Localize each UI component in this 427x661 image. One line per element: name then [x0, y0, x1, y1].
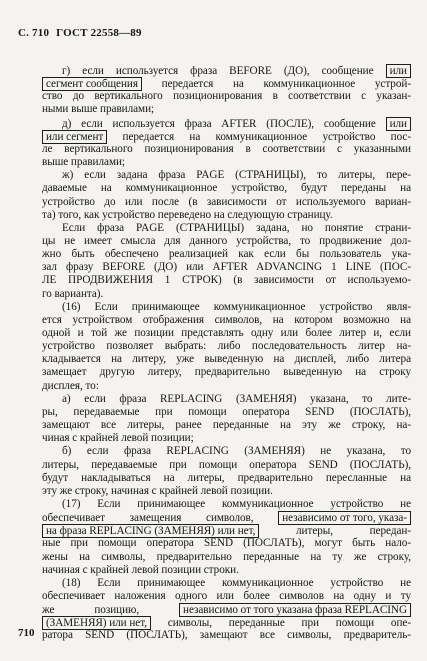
line-text: одной и той же позиции представлять одну или более литер и, если — [42, 327, 411, 339]
text-line — [42, 90, 411, 103]
line-text: ле вертикального позиционирования в соответствии с указанными — [42, 142, 411, 155]
text-line — [42, 182, 411, 195]
text-line — [42, 353, 411, 366]
boxed-text: независимо от того указана фраза REPLACING — [179, 603, 411, 617]
line-text: д) если используется фраза AFTER (ПОСЛЕ), сообщение — [62, 117, 376, 130]
page-number-header: С. 710 — [18, 27, 50, 39]
boxed-text: или сегмент — [42, 130, 107, 144]
text-line — [42, 524, 411, 538]
boxed-text: (ЗАМЕНЯЯ) или нет, — [42, 616, 151, 630]
text-line — [42, 485, 411, 498]
line-text: (16) Если принимающее коммуникационное устройство явля- — [62, 300, 411, 313]
line-text: ж) если задана фраза PAGE (СТРАНИЦЫ), то литеры, пере- — [62, 169, 411, 182]
text-line — [42, 156, 411, 169]
line-text: даваемые на коммуникационное устройство, будут переданы на — [42, 182, 411, 195]
boxed-text: независимо от того, указа- — [278, 511, 411, 525]
text-line — [42, 103, 411, 116]
text-line — [42, 274, 411, 287]
text-line — [42, 340, 411, 353]
boxed-text: или — [386, 64, 411, 78]
line-text: ратора SEND (ПОСЛАТЬ), замещают все символы, предваритель- — [42, 629, 411, 642]
line-text: цы не имеет смысла для данного устройства, то продвижение дол- — [42, 234, 411, 247]
text-line — [42, 564, 411, 577]
text-line — [42, 590, 411, 603]
text-line — [42, 235, 411, 248]
line-text: кладывается на литеру, уже выведенную на дисплей, либо литера — [42, 353, 411, 366]
text-line — [42, 248, 411, 261]
line-text: ство до вертикального позиционирования в соответствии с указан- — [42, 90, 411, 103]
text-line — [42, 261, 411, 274]
text-line — [42, 616, 411, 630]
line-text: зал фразу BEFORE (ДО) или AFTER ADVANCING 1 LINE (ПОС- — [42, 261, 411, 274]
line-text: обеспечивает замещения символов, — [42, 512, 254, 525]
boxed-text: на фраза REPLACING (ЗАМЕНЯЯ) или нет, — [42, 524, 259, 538]
text-line — [42, 288, 411, 301]
page-header — [18, 27, 142, 39]
text-line — [42, 366, 411, 379]
text-line — [42, 196, 411, 209]
text-line — [42, 551, 411, 564]
line-text: устройство до или после (в зависимости от используемого вариан- — [42, 195, 411, 208]
text-line — [62, 301, 411, 314]
line-text: передается на коммуникационное устройство пос- — [122, 130, 412, 143]
text-line — [42, 380, 411, 393]
text-line — [62, 169, 411, 182]
text-line — [62, 222, 411, 235]
line-text: жены на символы, предварительно переданные на ту же строку, — [42, 550, 411, 563]
line-text: (17) Если принимающее коммуникационное устройство не — [62, 497, 411, 510]
line-text: (18) Если принимающее коммуникационное устройство не — [62, 576, 411, 589]
line-text: г) если используется фраза BEFORE (ДО), сообщение — [62, 65, 374, 77]
text-line — [42, 314, 411, 327]
line-text: обеспечивает наложения одного или более символов на одну и ту — [42, 590, 411, 602]
line-text: та) того, как устройство переведено на следующую страницу. — [42, 208, 333, 221]
boxed-text: сегмент сообщения — [42, 77, 142, 91]
line-text: замещает другую литеру, предварительно выведенную на строку — [42, 366, 411, 379]
line-text: ры, передаваемые при помощи оператора SEND (ПОСЛАТЬ), — [42, 405, 411, 418]
line-text: литеры, передаваемые при помощи оператора SEND (ПОСЛАТЬ), — [42, 458, 411, 471]
text-line — [62, 577, 411, 590]
line-text: литеры, передан- — [296, 525, 411, 538]
text-line — [42, 472, 411, 485]
line-text: жно быть обеспечено реализацией как если бы пользователь ука- — [42, 248, 411, 261]
text-line — [42, 629, 411, 642]
line-text: ЛЕ ПРОДВИЖЕНИЯ 1 СТРОК) (в зависимости от используемо- — [42, 274, 411, 287]
line-text: начиная с крайней левой позиции строки. — [42, 563, 239, 576]
line-text: выше правилами; — [42, 156, 125, 169]
text-line — [42, 143, 411, 156]
text-line — [62, 393, 411, 406]
line-text: замещают все литеры, ранее переданные на эту же строку, на- — [42, 419, 411, 432]
page-number-footer: 710 — [18, 627, 35, 639]
line-text: а) если фраза REPLACING (ЗАМЕНЯЯ) указана, то лите- — [62, 392, 411, 405]
line-text: ными выше правилами; — [42, 103, 155, 116]
line-text: ется устройством отображения символов, на котором возможно на — [42, 313, 411, 326]
line-text: же позицию, — [42, 604, 140, 617]
text-line — [42, 406, 411, 419]
line-text: символы, переданные при помощи опе- — [167, 617, 411, 630]
text-line — [42, 77, 411, 91]
text-line — [42, 459, 411, 472]
line-text: дисплея, то: — [42, 379, 99, 392]
line-text: эту же строку, начиная с крайней левой позиции. — [42, 484, 273, 497]
line-text: чиная с крайней левой позиции; — [42, 432, 194, 445]
text-line — [42, 511, 411, 525]
text-line — [42, 130, 411, 144]
text-line — [42, 327, 411, 340]
line-text: устройство позволяет выбрать: либо последовательность литер на- — [42, 340, 411, 353]
text-line — [42, 603, 411, 617]
line-text: передается на коммуникационное устрой- — [161, 78, 411, 91]
text-line — [62, 498, 411, 511]
line-text: го варианта). — [42, 287, 104, 300]
standard-code: ГОСТ 22558—89 — [56, 27, 142, 39]
text-line — [42, 419, 411, 432]
line-text: Если фраза PAGE (СТРАНИЦЫ) задана, но понятие страни- — [62, 221, 411, 234]
text-line — [62, 117, 411, 131]
text-line — [62, 64, 411, 78]
line-text: будут накладываться на литеры, предварительно пересланные на — [42, 471, 411, 484]
text-line — [42, 432, 411, 445]
text-line — [62, 445, 411, 458]
boxed-text: или — [386, 117, 411, 131]
line-text: ные при помощи оператора SEND (ПОСЛАТЬ), могут быть нало- — [42, 537, 411, 550]
line-text: б) если фраза REPLACING (ЗАМЕНЯЯ) не указана, то — [62, 445, 411, 458]
text-line — [42, 537, 411, 550]
text-line — [42, 209, 411, 222]
